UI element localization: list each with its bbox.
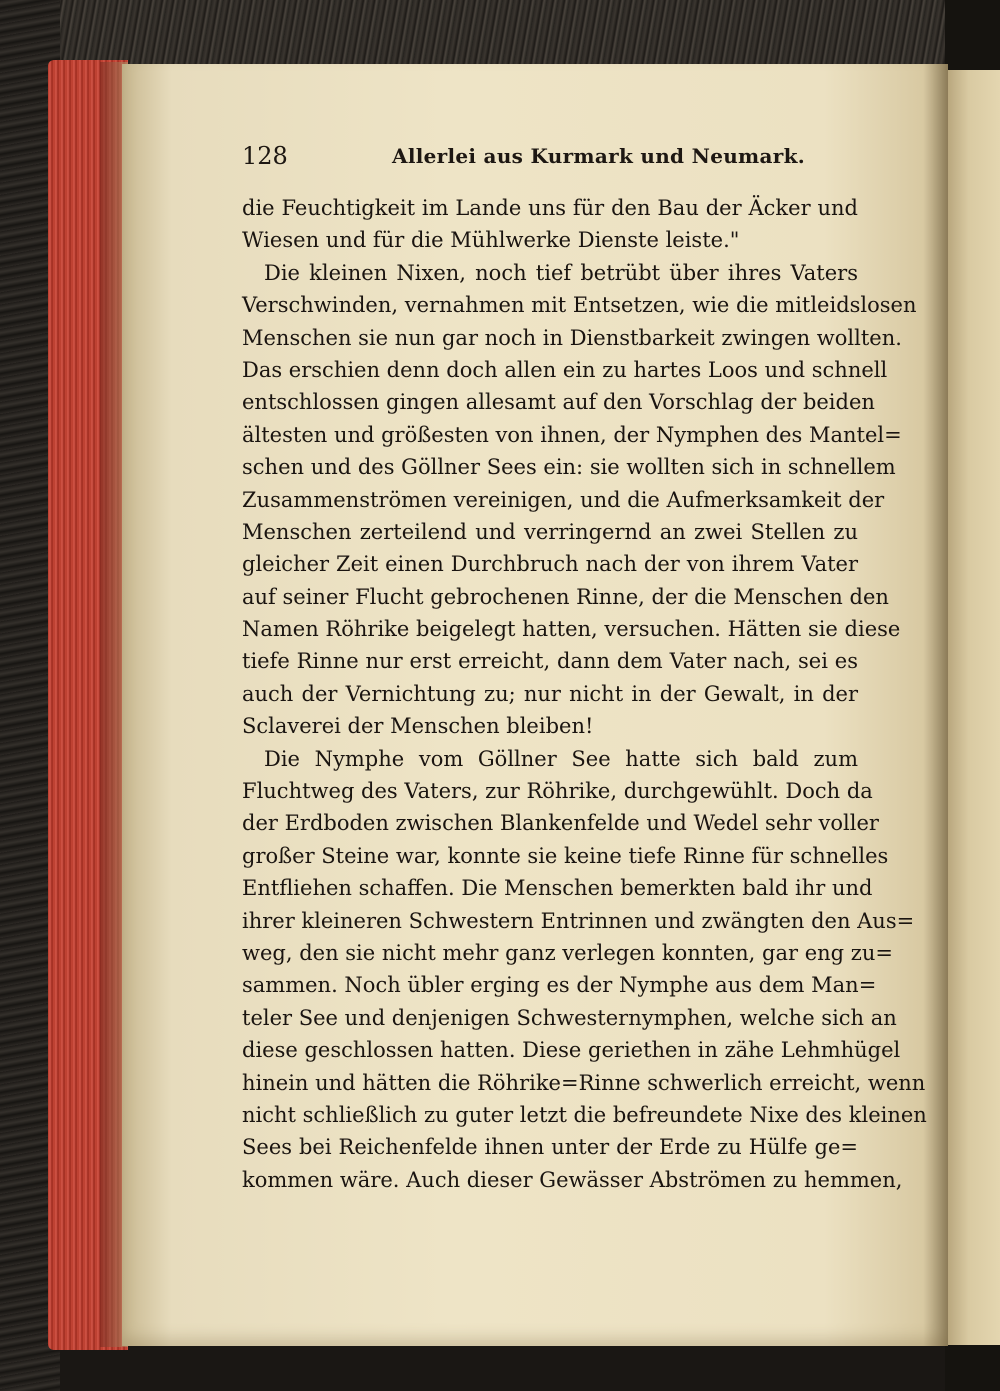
text-line: schen und des Göllner Sees ein: sie wollten sich in schnellem xyxy=(242,455,896,480)
text-line: Entfliehen schaffen. Die Menschen bemerkten bald ihr und xyxy=(242,876,873,901)
book-cover-top xyxy=(0,0,1000,70)
text-line: auf seiner Flucht gebrochenen Rinne, der die Menschen den xyxy=(242,584,889,609)
text-line: Die kleinen Nixen, noch tief betrübt über ihres Vaters xyxy=(264,260,858,285)
text-line: Menschen zerteilend und verringernd an zwei Stellen zu xyxy=(242,519,858,544)
text-line: die Feuchtigkeit im Lande uns für den Bau der Äcker und xyxy=(242,196,858,220)
text-line: teler See und denjenigen Schwesternymphen, welche sich an xyxy=(242,1005,897,1030)
text-line: Fluchtweg des Vaters, zur Röhrike, durchgewühlt. Doch da xyxy=(242,779,873,804)
text-line: Das erschien denn doch allen ein zu hartes Loos und schnell xyxy=(242,357,888,382)
text-line: Namen Röhrike beigelegt hatten, versuchen. Hätten sie diese xyxy=(242,617,901,642)
text-line: hinein und hätten die Röhrike=Rinne schwerlich erreicht, wenn xyxy=(242,1070,926,1095)
text-line: ihrer kleineren Schwestern Entrinnen und zwängten den Aus= xyxy=(242,908,915,933)
text-line: Verschwinden, vernahmen mit Entsetzen, wie die mitleidslosen xyxy=(242,293,917,318)
text-line: sammen. Noch übler erging es der Nymphe aus dem Man= xyxy=(242,973,877,998)
text-line: gleicher Zeit einen Durchbruch nach der von ihrem Vater xyxy=(242,552,858,577)
text-line: diese geschlossen hatten. Diese geriethen in zähe Lehmhügel xyxy=(242,1038,901,1063)
text-line: kommen wäre. Auch dieser Gewässer Abströmen zu hemmen, xyxy=(242,1167,903,1192)
facing-page-edge xyxy=(948,70,1000,1345)
body-text xyxy=(242,192,927,1196)
text-line: ältesten und größesten von ihnen, der Nymphen des Mantel= xyxy=(242,422,902,447)
text-line: Die Nymphe vom Göllner See hatte sich bald zum xyxy=(264,746,858,771)
text-line: Wiesen und für die Mühlwerke Dienste leiste." xyxy=(242,228,740,253)
text-line: der Erdboden zwischen Blankenfelde und Wedel sehr voller xyxy=(242,811,879,836)
text-line: Zusammenströmen vereinigen, und die Aufmerksamkeit der xyxy=(242,487,885,512)
page-header xyxy=(242,142,862,176)
text-line: nicht schließlich zu guter letzt die befreundete Nixe des kleinen xyxy=(242,1102,927,1127)
text-line: großer Steine war, konnte sie keine tiefe Rinne für schnelles xyxy=(242,843,889,868)
text-line: entschlossen gingen allesamt auf den Vorschlag der beiden xyxy=(242,390,875,415)
text-line: Sclaverei der Menschen bleiben! xyxy=(242,714,594,739)
text-line: Menschen sie nun gar noch in Dienstbarkeit zwingen wollten. xyxy=(242,325,902,350)
text-line: Sees bei Reichenfelde ihnen unter der Erde zu Hülfe ge= xyxy=(242,1135,858,1160)
running-head: Allerlei aus Kurmark und Neumark. xyxy=(392,144,806,168)
text-line: tiefe Rinne nur erst erreicht, dann dem Vater nach, sei es xyxy=(242,649,858,674)
text-line: auch der Vernichtung zu; nur nicht in der Gewalt, in der xyxy=(242,681,858,706)
page-number: 128 xyxy=(242,142,288,170)
text-line: weg, den sie nicht mehr ganz verlegen konnten, gar eng zu= xyxy=(242,940,893,965)
